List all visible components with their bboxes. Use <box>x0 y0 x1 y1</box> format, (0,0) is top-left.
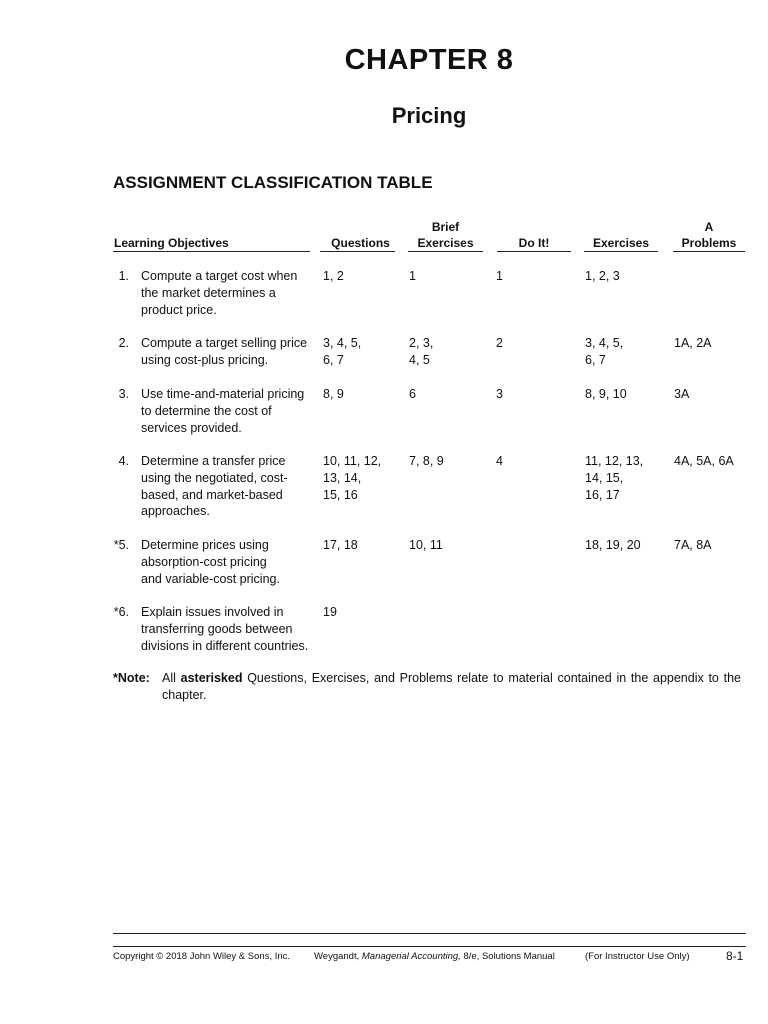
row-brief-exercises: 2, 3, 4, 5 <box>409 336 434 367</box>
row-number: *6. <box>113 605 129 619</box>
row-objective: Use time-and-material pricing to determine the cost of services provided. <box>141 387 305 435</box>
row-number: 1. <box>118 269 129 283</box>
row-questions: 8, 9 <box>323 387 344 401</box>
row-brief-exercises: 10, 11 <box>409 538 443 552</box>
header-rule-objectives <box>113 251 310 252</box>
footer-instructor-use: (For Instructor Use Only) <box>585 951 690 962</box>
footer-edition: 8/e, Solutions Manual <box>460 951 555 962</box>
header-rule-questions <box>320 251 395 252</box>
row-do-it: 1 <box>496 269 503 283</box>
header-rule-brief-exercises <box>408 251 483 252</box>
row-exercises: 8, 9, 10 <box>585 387 627 401</box>
header-a-problems-line2: Problems <box>681 236 737 250</box>
footer-copyright: Copyright © 2018 John Wiley & Sons, Inc. <box>113 951 291 962</box>
appendix-note <box>113 670 741 704</box>
header-exercises: Exercises <box>592 236 650 250</box>
row-number: *5. <box>113 538 129 552</box>
footer-publication <box>314 951 555 962</box>
row-exercises: 11, 12, 13, 14, 15, 16, 17 <box>585 454 644 502</box>
row-questions: 17, 18 <box>323 538 358 552</box>
row-number: 3. <box>118 387 129 401</box>
row-objective: Compute a target cost when the market determines a product price. <box>141 269 298 317</box>
row-brief-exercises: 7, 8, 9 <box>409 454 444 468</box>
header-questions: Questions <box>331 236 390 250</box>
row-questions: 1, 2 <box>323 269 344 283</box>
row-questions: 10, 11, 12, 13, 14, 15, 16 <box>323 454 382 502</box>
footer-book: Managerial Accounting, <box>361 951 461 962</box>
header-rule-do-it <box>497 251 571 252</box>
header-brief-exercises-line2: Exercises <box>417 236 474 250</box>
row-do-it: 2 <box>496 336 503 350</box>
note-body <box>162 670 741 704</box>
row-a-problems: 7A, 8A <box>674 538 712 552</box>
footer-rule-bottom <box>113 946 746 947</box>
page-number: 8-1 <box>726 949 744 963</box>
section-title: ASSIGNMENT CLASSIFICATION TABLE <box>113 173 433 192</box>
row-exercises: 18, 19, 20 <box>585 538 641 552</box>
row-objective: Explain issues involved in transferring goods between divisions in different countries. <box>141 605 309 653</box>
chapter-title: CHAPTER 8 <box>344 44 514 76</box>
row-exercises: 3, 4, 5, 6, 7 <box>585 336 624 367</box>
row-questions: 3, 4, 5, 6, 7 <box>323 336 362 367</box>
row-objective: Compute a target selling price using cost-plus pricing. <box>141 336 308 367</box>
row-brief-exercises: 1 <box>409 269 416 283</box>
row-objective: Determine a transfer price using the negotiated, cost- based, and market-based approaches. <box>141 454 288 519</box>
row-questions: 19 <box>323 605 337 619</box>
note-pre: All <box>162 671 181 685</box>
note-bold: asterisked <box>180 671 243 685</box>
footer-author: Weygandt, <box>314 951 362 962</box>
header-rule-a-problems <box>673 251 745 252</box>
row-number: 2. <box>118 336 129 350</box>
chapter-subtitle: Pricing <box>391 103 467 128</box>
header-brief-exercises-line1: Brief <box>431 220 460 234</box>
row-number: 4. <box>118 454 129 468</box>
row-brief-exercises: 6 <box>409 387 416 401</box>
row-a-problems: 1A, 2A <box>674 336 712 350</box>
header-a-problems-line1: A <box>704 220 714 234</box>
row-do-it: 3 <box>496 387 503 401</box>
footer-rule-top <box>113 933 746 934</box>
header-learning-objectives: Learning Objectives <box>114 236 229 250</box>
note-post: Questions, Exercises, and Problems relate to material contained in the appendix to the chapter. <box>162 671 741 702</box>
header-do-it: Do It! <box>518 236 550 250</box>
note-label: *Note: <box>113 671 150 685</box>
row-a-problems: 3A <box>674 387 690 401</box>
row-a-problems: 4A, 5A, 6A <box>674 454 734 468</box>
header-rule-exercises <box>584 251 658 252</box>
row-exercises: 1, 2, 3 <box>585 269 620 283</box>
row-objective: Determine prices using absorption-cost pricing and variable-cost pricing. <box>141 538 280 586</box>
row-do-it: 4 <box>496 454 503 468</box>
